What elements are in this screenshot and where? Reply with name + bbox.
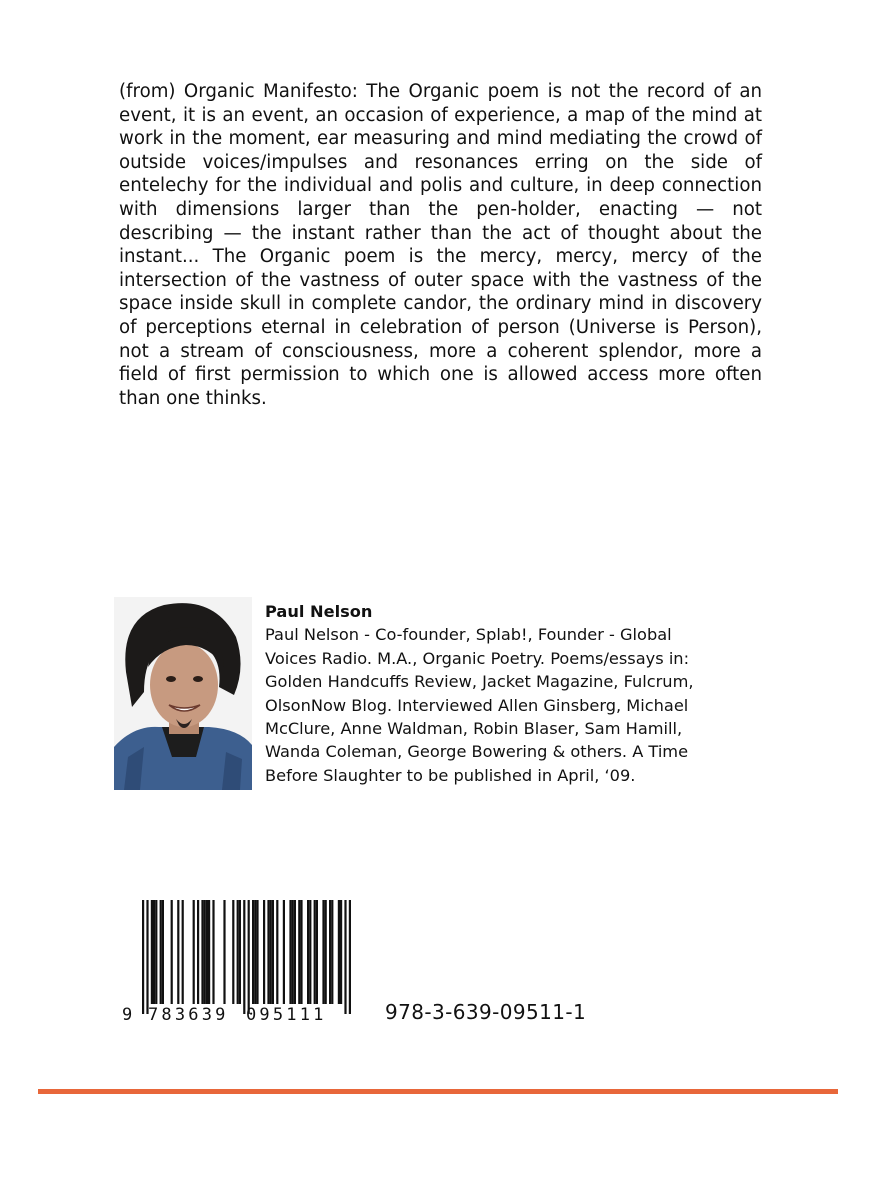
barcode-bar [276,900,278,1004]
barcode-bar [204,900,206,1004]
barcode-bars [122,898,362,1026]
author-photo [114,597,252,790]
isbn-barcode [122,898,362,1026]
barcode-bar [298,900,300,1004]
barcode-bar [254,900,256,1004]
barcode-bar [329,900,331,1004]
barcode-bar [272,900,274,1004]
barcode-bar [325,900,327,1004]
barcode-bar [155,900,157,1004]
barcode-bar [289,900,291,1004]
barcode-bar [270,900,272,1004]
barcode-bar [153,900,155,1004]
barcode-bar [239,900,241,1004]
barcode-bar [232,900,234,1004]
isbn-number: 978-3-639-09511-1 [385,1000,587,1024]
barcode-bar [316,900,318,1004]
barcode-bar [331,900,333,1004]
barcode-bar [309,900,311,1004]
barcode-bar [322,900,324,1004]
author-info [265,600,725,787]
barcode-bar [146,900,148,1014]
barcode-bar [338,900,340,1004]
barcode-bar [151,900,153,1004]
barcode-bar [197,900,199,1004]
barcode-bar [171,900,173,1004]
author-bio: Paul Nelson - Co-founder, Splab!, Founder - Global Voices Radio. M.A., Organic Poetry. Poems/essays in: Golden Handcuffs Review, Jacket Magazine, Fulcrum, OlsonNow Blog. Interviewed Allen Ginsberg, Michael McClure, Anne Waldman, Robin Blaser, Sam Hamill, Wanda Coleman, George Bowering & others. A Time Before Slaughter to be published in April, ‘09. [265,625,694,785]
barcode-bar [237,900,239,1004]
barcode-bar [267,900,269,1004]
author-name: Paul Nelson [265,602,373,621]
barcode-bar [252,900,254,1004]
barcode-bar [294,900,296,1004]
barcode-bar [314,900,316,1004]
barcode-bar [283,900,285,1004]
manifesto-text: (from) Organic Manifesto: The Organic poem is not the record of an event, it is an event, an occasion of experience, a map of the mind at work in the moment, ear measuring and mind mediating the crowd of outside voices/impulses and resonances erring on the side of entelechy for the individual and polis and culture, in deep connection with dimensions larger than the pen-holder, enacting — not describing — the instant rather than the act of thought about the instant... The Organic poem is the mercy, mercy, mercy of the intersection of the vastness of outer space with the vastness of the space inside skull in complete candor, the ordinary mind in discovery of perceptions eternal in celebration of person (Universe is Person), not a stream of consciousness, more a coherent splendor, more a field of first permission to which one is allowed access more often than one thinks. [119,81,762,409]
barcode-bar [212,900,214,1004]
barcode-bar [307,900,309,1004]
barcode-bar [256,900,258,1004]
barcode-bar [182,900,184,1004]
accent-rule [38,1089,838,1094]
barcode-bar [292,900,294,1004]
barcode-bar [349,900,351,1014]
barcode-bar [344,900,346,1014]
barcode-bar [142,900,144,1014]
barcode-left-digits: 783639 [148,1005,229,1025]
barcode-bar [206,900,208,1004]
barcode-bar [340,900,342,1004]
barcode-bar [160,900,162,1004]
barcode-bar [263,900,265,1004]
barcode-bar [193,900,195,1004]
barcode-bar [208,900,210,1004]
barcode-bar [300,900,302,1004]
barcode-bar [162,900,164,1004]
author-portrait-image [114,597,252,790]
barcode-bar [243,900,245,1014]
barcode-right-digits: 095111 [246,1005,327,1025]
barcode-bar [201,900,203,1004]
barcode-bar [177,900,179,1004]
barcode-bar [223,900,225,1004]
barcode-lead-digit: 9 [122,1005,133,1025]
barcode-bar [248,900,250,1014]
